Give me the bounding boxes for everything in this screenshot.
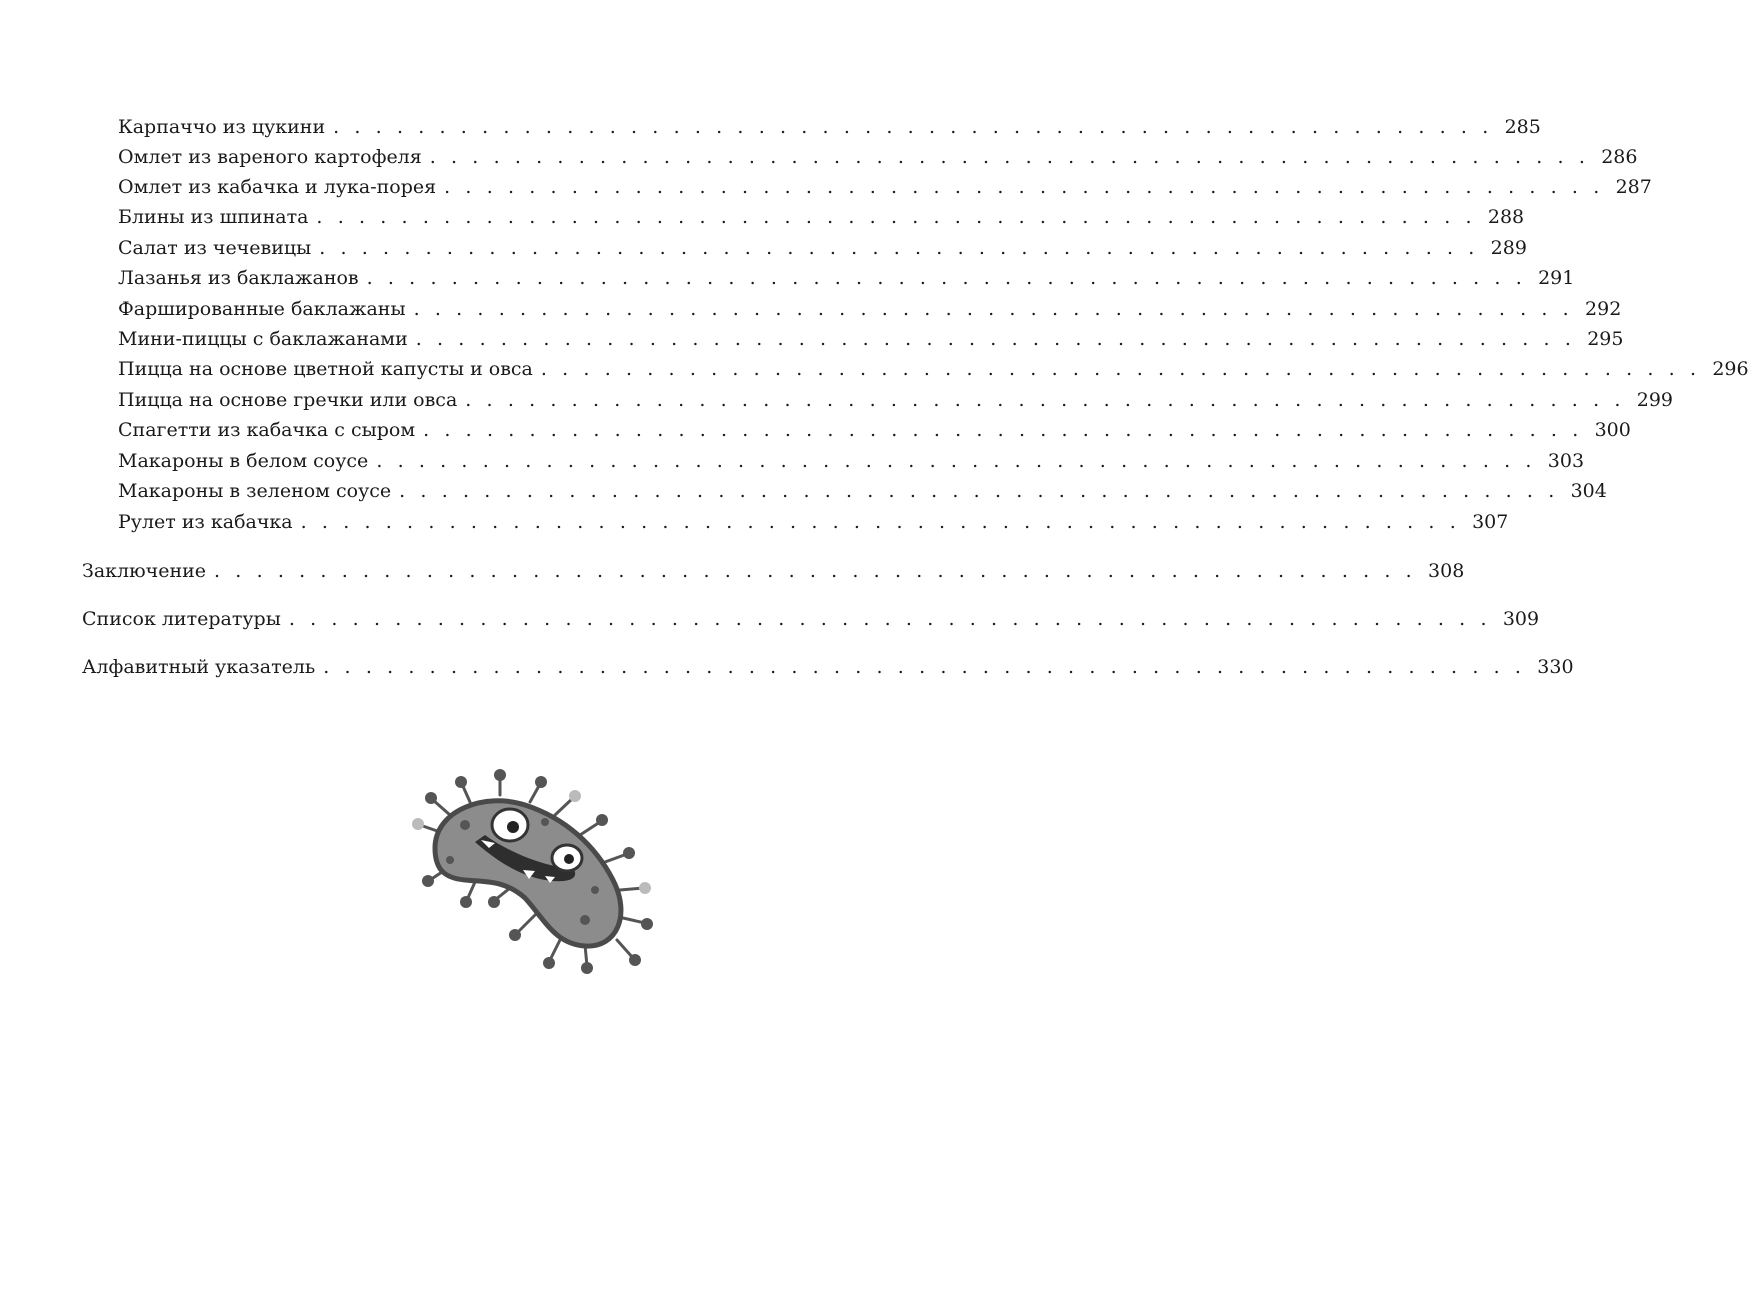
toc-entry-title: Омлет из вареного картофеля [118,146,422,168]
toc-entry[interactable] [118,142,1638,172]
toc-entry[interactable] [118,507,1509,537]
toc-entry[interactable] [118,112,1541,142]
toc-entry-title: Алфавитный указатель [82,656,316,678]
toc-entry[interactable] [118,294,1622,324]
toc-entry[interactable] [118,324,1624,354]
dot-leader: . . . . . . . . . . . . . . . . . . . . . . . . . . . . . . . . . . . . . . . . . . . . . . . . . . . . . . . [465,389,1625,411]
toc-entry-page: 307 [1472,511,1509,533]
toc-entry-page: 286 [1601,146,1638,168]
toc-entry-page: 300 [1594,419,1631,441]
dot-leader: . . . . . . . . . . . . . . . . . . . . . . . . . . . . . . . . . . . . . . . . . . . . . . . . . . . . . . . [300,511,1461,533]
toc-entry-page: 295 [1587,328,1624,350]
toc-entry-title: Пицца на основе цветной капусты и овса [118,358,533,380]
toc-entry-title: Макароны в зеленом соусе [118,480,392,502]
dot-leader: . . . . . . . . . . . . . . . . . . . . . . . . . . . . . . . . . . . . . . . . . . . . . . . . . . . . . . . [444,176,1604,198]
toc-entry-page: 299 [1636,389,1673,411]
toc-entry-page: 308 [1428,560,1465,582]
toc-entry[interactable] [118,202,1525,232]
dot-leader: . . . . . . . . . . . . . . . . . . . . . . . . . . . . . . . . . . . . . . . . . . . . . . . . . . . . . . . [366,267,1527,289]
toc-entry-title: Рулет из кабачка [118,511,293,533]
toc-entry-title: Пицца на основе гречки или овса [118,389,458,411]
toc-entry-page: 296 [1712,358,1749,380]
toc-entry-title: Лазанья из баклажанов [118,267,359,289]
toc-entry-page: 288 [1487,206,1525,228]
dot-leader: . . . . . . . . . . . . . . . . . . . . . . . . . . . . . . . . . . . . . . . . . . . . . . . . . . . . . . . [415,328,1576,350]
dot-leader: . . . . . . . . . . . . . . . . . . . . . . . . . . . . . . . . . . . . . . . . . . . . . . . . . . . . . . . . . [323,656,1526,678]
microbe-icon [395,770,660,985]
dot-leader: . . . . . . . . . . . . . . . . . . . . . . . . . . . . . . . . . . . . . . . . . . . . . . . . . . . . . . . [423,419,1583,441]
toc-entry-page: 287 [1615,176,1652,198]
toc-entry-title: Заключение [82,560,207,582]
toc-entry-page: 292 [1585,298,1622,320]
toc-entry-title: Салат из чечевицы [118,237,312,259]
toc-entry-chapter[interactable] [82,652,1574,682]
toc-entry[interactable] [118,385,1673,415]
toc-entry-chapter[interactable] [82,604,1540,634]
dot-leader: . . . . . . . . . . . . . . . . . . . . . . . . . . . . . . . . . . . . . . . . . . . . . . . . . . . . . . . [540,358,1701,380]
dot-leader: . . . . . . . . . . . . . . . . . . . . . . . . . . . . . . . . . . . . . . . . . . . . . . . . . . . . . . . [429,146,1590,168]
toc-entry[interactable] [118,354,1749,384]
toc-entry-page: 309 [1502,608,1540,630]
toc-entry-title: Макароны в белом соусе [118,450,369,472]
toc-entry[interactable] [118,263,1575,293]
toc-entry-title: Фаршированные баклажаны [118,298,406,320]
toc-entry-chapter[interactable] [82,556,1465,586]
toc-entry-page: 289 [1490,237,1527,259]
toc-entry-title: Карпаччо из цукини [118,116,326,138]
toc-entry-title: Блины из шпината [118,206,309,228]
toc-entry-title: Мини-пиццы с баклажанами [118,328,408,350]
dot-leader: . . . . . . . . . . . . . . . . . . . . . . . . . . . . . . . . . . . . . . . . . . . . . . . . . . . . . . . [316,206,1477,228]
dot-leader: . . . . . . . . . . . . . . . . . . . . . . . . . . . . . . . . . . . . . . . . . . . . . . . . . . . . . . . [319,237,1479,259]
toc-entry-title: Список литературы [82,608,281,630]
toc-entry-title: Спагетти из кабачка с сыром [118,419,416,441]
toc-entry[interactable] [118,172,1652,202]
toc-entry[interactable] [118,446,1585,476]
toc-entry-page: 285 [1504,116,1541,138]
dot-leader: . . . . . . . . . . . . . . . . . . . . . . . . . . . . . . . . . . . . . . . . . . . . . . . . . . . . . . . [399,480,1559,502]
toc-entry[interactable] [118,476,1607,506]
toc-entry-page: 303 [1547,450,1585,472]
dot-leader: . . . . . . . . . . . . . . . . . . . . . . . . . . . . . . . . . . . . . . . . . . . . . . . . . . . . . . . . . [214,560,1417,582]
toc-entry-page: 304 [1570,480,1607,502]
toc-entry[interactable] [118,233,1527,263]
dot-leader: . . . . . . . . . . . . . . . . . . . . . . . . . . . . . . . . . . . . . . . . . . . . . . . . . . . . . . . [413,298,1574,320]
dot-leader: . . . . . . . . . . . . . . . . . . . . . . . . . . . . . . . . . . . . . . . . . . . . . . . . . . . . . . . . . [288,608,1492,630]
dot-leader: . . . . . . . . . . . . . . . . . . . . . . . . . . . . . . . . . . . . . . . . . . . . . . . . . . . . . . . [333,116,1493,138]
toc-entry-title: Омлет из кабачка и лука-порея [118,176,437,198]
toc-entry-page: 291 [1538,267,1575,289]
toc-entry-page: 330 [1537,656,1574,678]
dot-leader: . . . . . . . . . . . . . . . . . . . . . . . . . . . . . . . . . . . . . . . . . . . . . . . . . . . . . . . [376,450,1537,472]
toc-entry[interactable] [118,415,1631,445]
